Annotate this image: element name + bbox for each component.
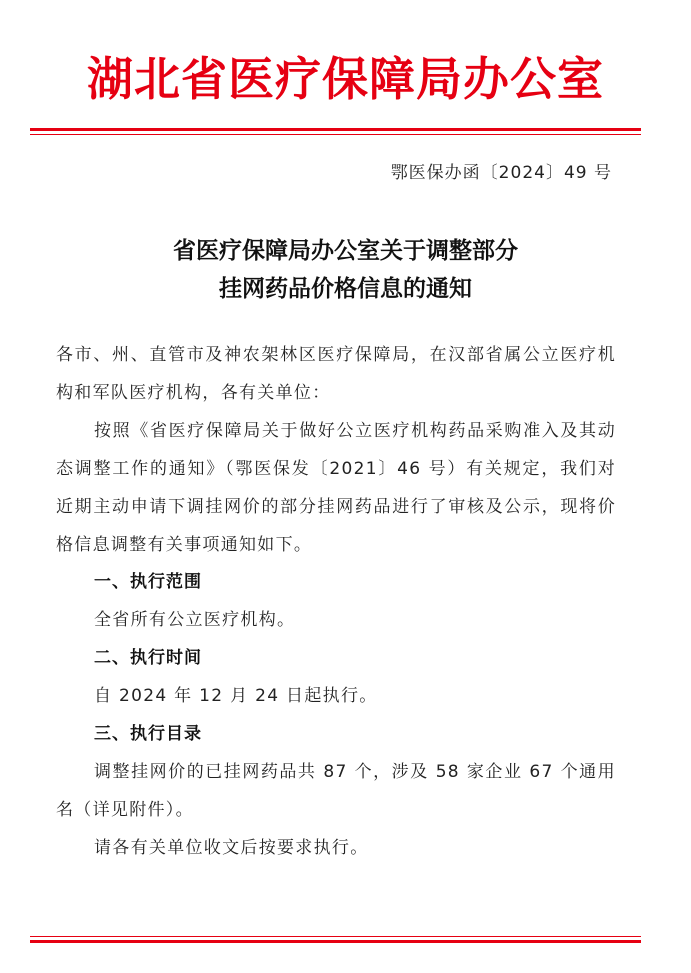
section-text-scope: 全省所有公立医疗机构。 (94, 610, 296, 630)
section-text-time: 自 2024 年 12 月 24 日起执行。 (94, 686, 378, 706)
masthead-thin-rule (30, 134, 641, 135)
basis-paragraph: 按照《省医疗保障局关于做好公立医疗机构药品采购准入及其动态调整工作的通知》（鄂医保发〔2021〕46 号）有关规定，我们对近期主动申请下调挂网价的部分挂网药品进行了审核及公示，现将价格信息调整有关事项通知如下。 (56, 421, 616, 555)
section-heading-time: 二、执行时间 (94, 648, 202, 668)
masthead-thick-rule (30, 128, 641, 131)
closing-paragraph: 请各有关单位收文后按要求执行。 (94, 838, 369, 858)
title-line-1: 省医疗保障局办公室关于调整部分 (173, 238, 518, 264)
document-title (0, 232, 691, 308)
section-text-catalog: 调整挂网价的已挂网药品共 87 个，涉及 58 家企业 67 个通用名（详见附件）。 (56, 762, 616, 820)
section-heading-catalog: 三、执行目录 (94, 724, 202, 744)
section-heading-scope: 一、执行范围 (94, 572, 202, 592)
addressee-paragraph: 各市、州、直管市及神农架林区医疗保障局，在汉部省属公立医疗机构和军队医疗机构，各有关单位： (56, 345, 616, 403)
document-number: 鄂医保办函〔2024〕49 号 (390, 163, 612, 183)
footer-thin-rule (30, 936, 641, 937)
masthead-title: 湖北省医疗保障局办公室 (87, 52, 604, 106)
title-line-2: 挂网药品价格信息的通知 (219, 276, 472, 302)
footer-thick-rule (30, 940, 641, 943)
